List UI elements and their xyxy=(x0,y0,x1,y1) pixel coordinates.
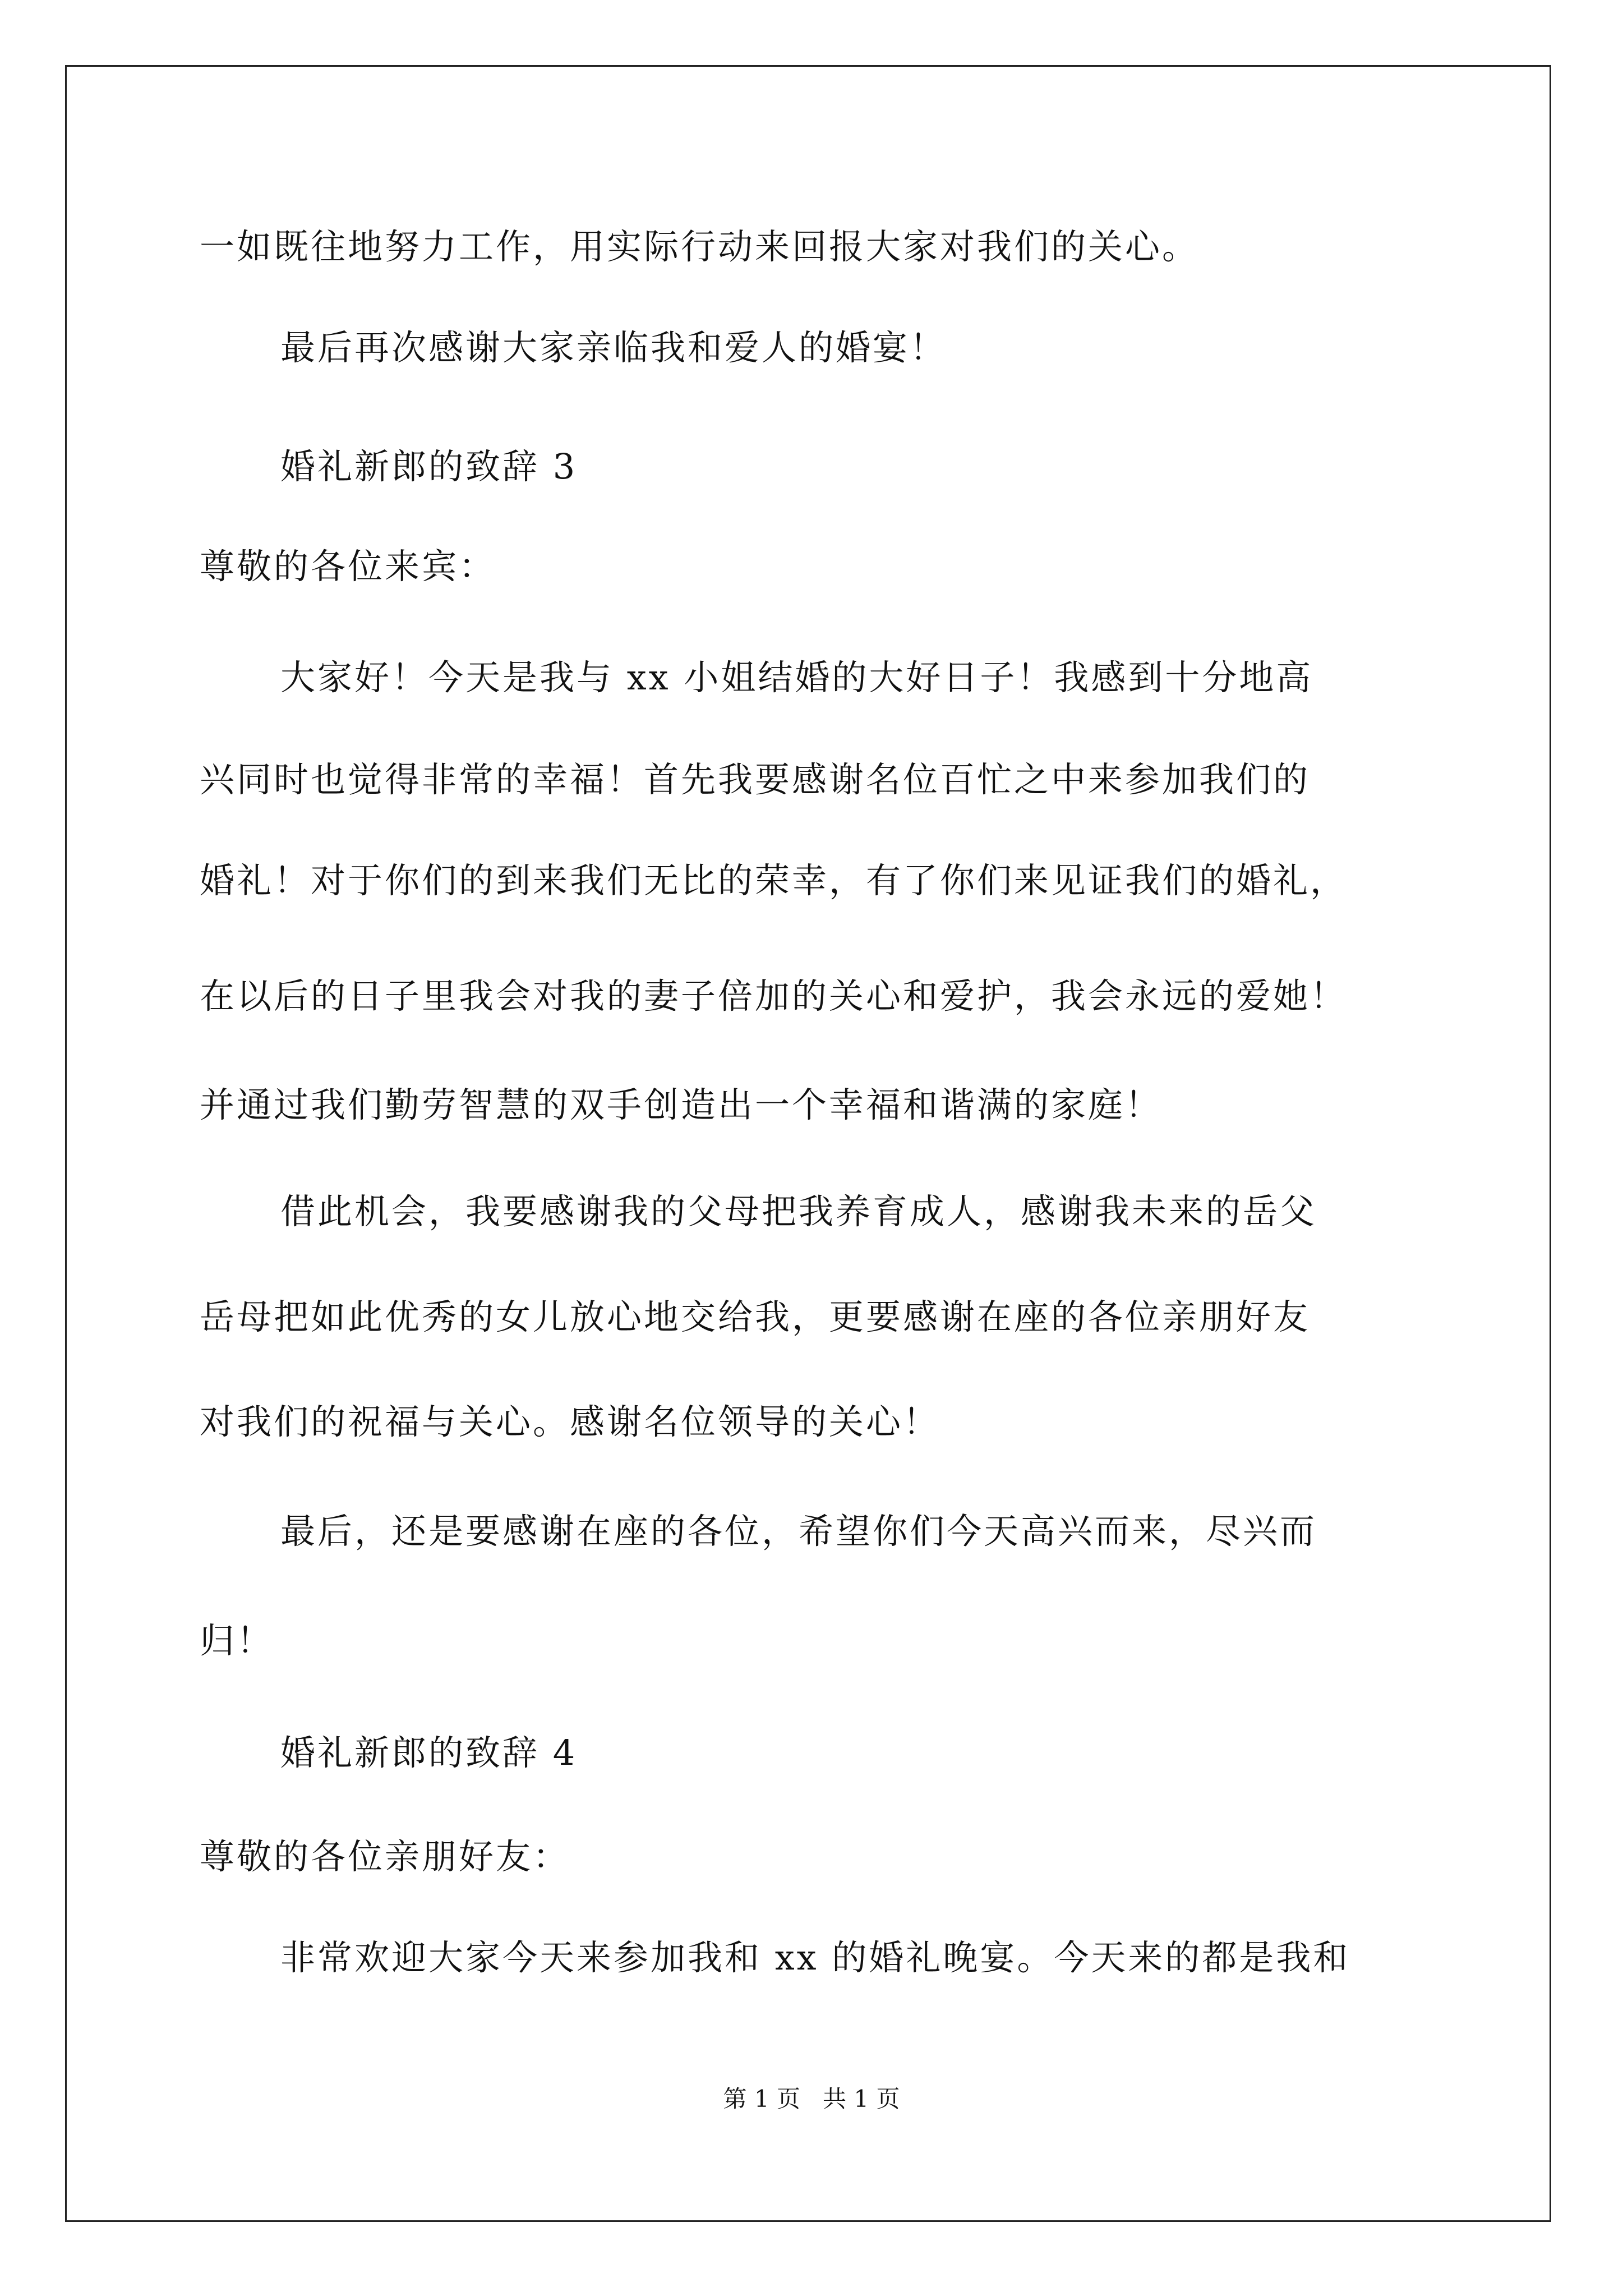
text-line: 非常欢迎大家今天来参加我和 xx 的婚礼晚宴。今天来的都是我和 xyxy=(280,1937,1350,1978)
page-number-footer: 第 1 页 共 1 页 xyxy=(723,2085,900,2113)
text-line: 归！ xyxy=(200,1620,274,1661)
salutation: 尊敬的各位来宾： xyxy=(200,546,496,587)
salutation: 尊敬的各位亲朋好友： xyxy=(200,1836,570,1877)
text-line: 婚礼！对于你们的到来我们无比的荣幸，有了你们来见证我们的婚礼， xyxy=(200,860,1348,901)
text-line: 最后再次感谢大家亲临我和爱人的婚宴！ xyxy=(280,327,947,368)
text-line: 最后，还是要感谢在座的各位，希望你们今天高兴而来，尽兴而 xyxy=(280,1511,1317,1552)
text-line: 岳母把如此优秀的女儿放心地交给我，更要感谢在座的各位亲朋好友 xyxy=(200,1296,1311,1337)
text-line: 一如既往地努力工作，用实际行动来回报大家对我们的关心。 xyxy=(200,226,1200,267)
text-line: 在以后的日子里我会对我的妻子倍加的关心和爱护，我会永远的爱她！ xyxy=(200,976,1348,1016)
text-line: 对我们的祝福与关心。感谢名位领导的关心！ xyxy=(200,1401,940,1442)
text-line: 并通过我们勤劳智慧的双手创造出一个幸福和谐满的家庭！ xyxy=(200,1084,1163,1125)
text-line: 兴同时也觉得非常的幸福！首先我要感谢名位百忙之中来参加我们的 xyxy=(200,759,1311,800)
section-heading: 婚礼新郎的致辞 4 xyxy=(280,1732,578,1773)
text-line: 借此机会，我要感谢我的父母把我养育成人，感谢我未来的岳父 xyxy=(280,1191,1317,1232)
text-line: 大家好！今天是我与 xx 小姐结婚的大好日子！我感到十分地高 xyxy=(280,657,1313,698)
page-border xyxy=(65,65,1551,2222)
section-heading: 婚礼新郎的致辞 3 xyxy=(280,446,578,487)
